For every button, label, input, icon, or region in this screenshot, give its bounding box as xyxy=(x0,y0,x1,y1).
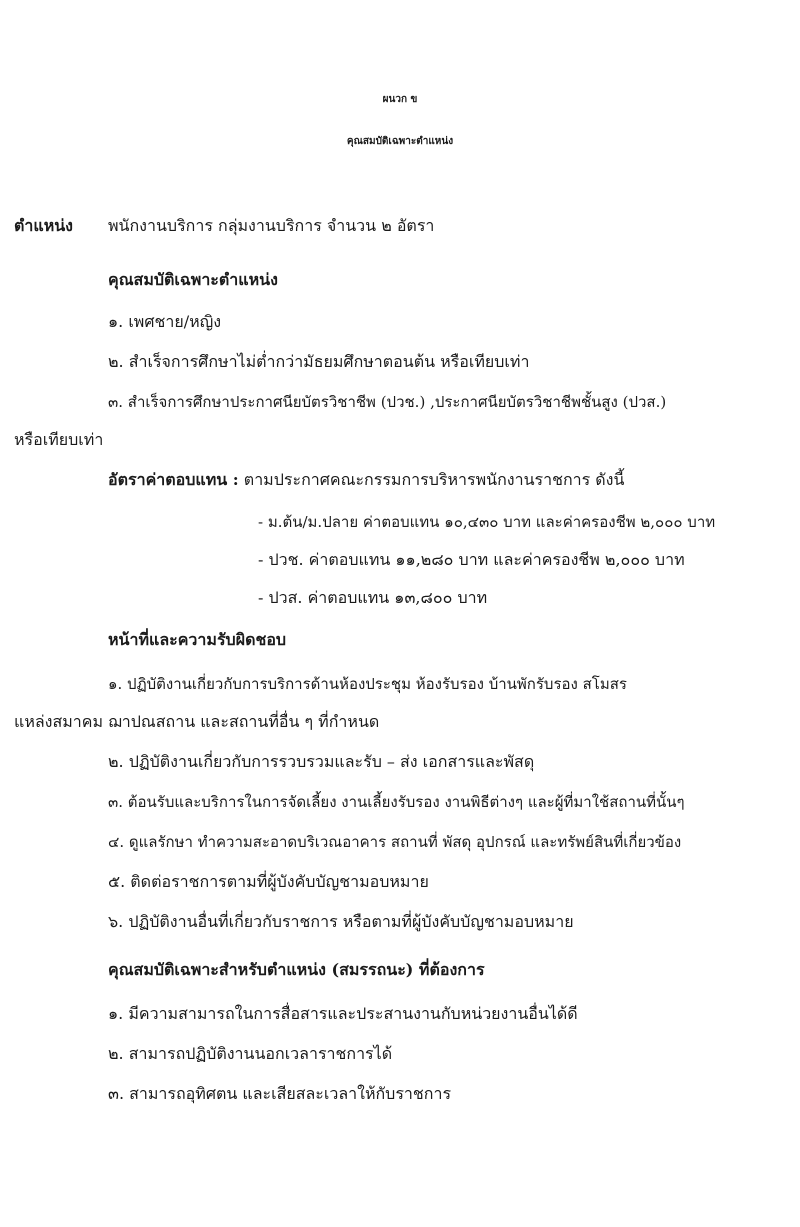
duty-item-6: ๖. ปฏิบัติงานอื่นที่เกี่ยวกับราชการ หรือตามที่ผู้บังคับบัญชามอบหมาย xyxy=(108,912,574,931)
qualification-item-3-continued: หรือเทียบเท่า xyxy=(14,430,104,449)
position-label: ตำแหน่ง xyxy=(14,216,73,235)
compensation-item-1: - ม.ต้น/ม.ปลาย ค่าตอบแทน ๑๐,๔๓๐ บาท และค่าครองชีพ ๒,๐๐๐ บาท xyxy=(258,513,716,531)
competency-item-2: ๒. สามารถปฏิบัติงานนอกเวลาราชการได้ xyxy=(108,1044,393,1063)
duties-heading: หน้าที่และความรับผิดชอบ xyxy=(108,630,287,649)
duty-item-1: ๑. ปฏิบัติงานเกี่ยวกับการบริการด้านห้องประชุม ห้องรับรอง บ้านพักรับรอง สโมสร xyxy=(108,675,627,693)
compensation-label: อัตราค่าตอบแทน : xyxy=(108,470,239,489)
compensation-item-3: - ปวส. ค่าตอบแทน ๑๓,๘๐๐ บาท xyxy=(258,588,488,607)
duty-item-4: ๔. ดูแลรักษา ทำความสะอาดบริเวณอาคาร สถานที่ พัสดุ อุปกรณ์ และทรัพย์สินที่เกี่ยวข้อง xyxy=(108,833,682,851)
qualification-item-1: ๑. เพศชาย/หญิง xyxy=(108,312,222,331)
compensation-item-2: - ปวช. ค่าตอบแทน ๑๑,๒๘๐ บาท และค่าครองชีพ ๒,๐๐๐ บาท xyxy=(258,550,685,569)
compensation-text: ตามประกาศคณะกรรมการบริหารพนักงานราชการ ดังนี้ xyxy=(243,470,625,489)
duty-item-1-continued: แหล่งสมาคม ฌาปณสถาน และสถานที่อื่น ๆ ที่กำหนด xyxy=(14,712,380,731)
qualification-item-2: ๒. สำเร็จการศึกษาไม่ต่ำกว่ามัธยมศึกษาตอนต้น หรือเทียบเท่า xyxy=(108,352,530,371)
duty-item-3: ๓. ต้อนรับและบริการในการจัดเลี้ยง งานเลี้ยงรับรอง งานพิธีต่างๆ และผู้ที่มาใช้สถานที่นั้นๆ xyxy=(108,793,685,811)
annex-title: ผนวก ข xyxy=(382,94,418,105)
duty-item-2: ๒. ปฏิบัติงานเกี่ยวกับการรวบรวมและรับ – ส่ง เอกสารและพัสดุ xyxy=(108,752,535,771)
qualifications-heading: คุณสมบัติเฉพาะตำแหน่ง xyxy=(108,270,278,289)
qualification-item-3: ๓. สำเร็จการศึกษาประกาศนียบัตรวิชาชีพ (ปวช.) ,ประกาศนียบัตรวิชาชีพชั้นสูง (ปวส.) xyxy=(108,393,667,411)
duty-item-5: ๕. ติดต่อราชการตามที่ผู้บังคับบัญชามอบหมาย xyxy=(108,872,429,891)
compensation-line xyxy=(108,468,624,492)
position-value: พนักงานบริการ กลุ่มงานบริการ จำนวน ๒ อัตรา xyxy=(108,216,435,235)
competency-item-3: ๓. สามารถอุทิศตน และเสียสละเวลาให้กับราชการ xyxy=(108,1084,452,1103)
page-title: คุณสมบัติเฉพาะตำแหน่ง xyxy=(346,136,454,147)
competency-item-1: ๑. มีความสามารถในการสื่อสารและประสานงานกับหน่วยงานอื่นได้ดี xyxy=(108,1004,578,1023)
competencies-heading: คุณสมบัติเฉพาะสำหรับตำแหน่ง (สมรรถนะ) ที่ต้องการ xyxy=(108,960,485,979)
